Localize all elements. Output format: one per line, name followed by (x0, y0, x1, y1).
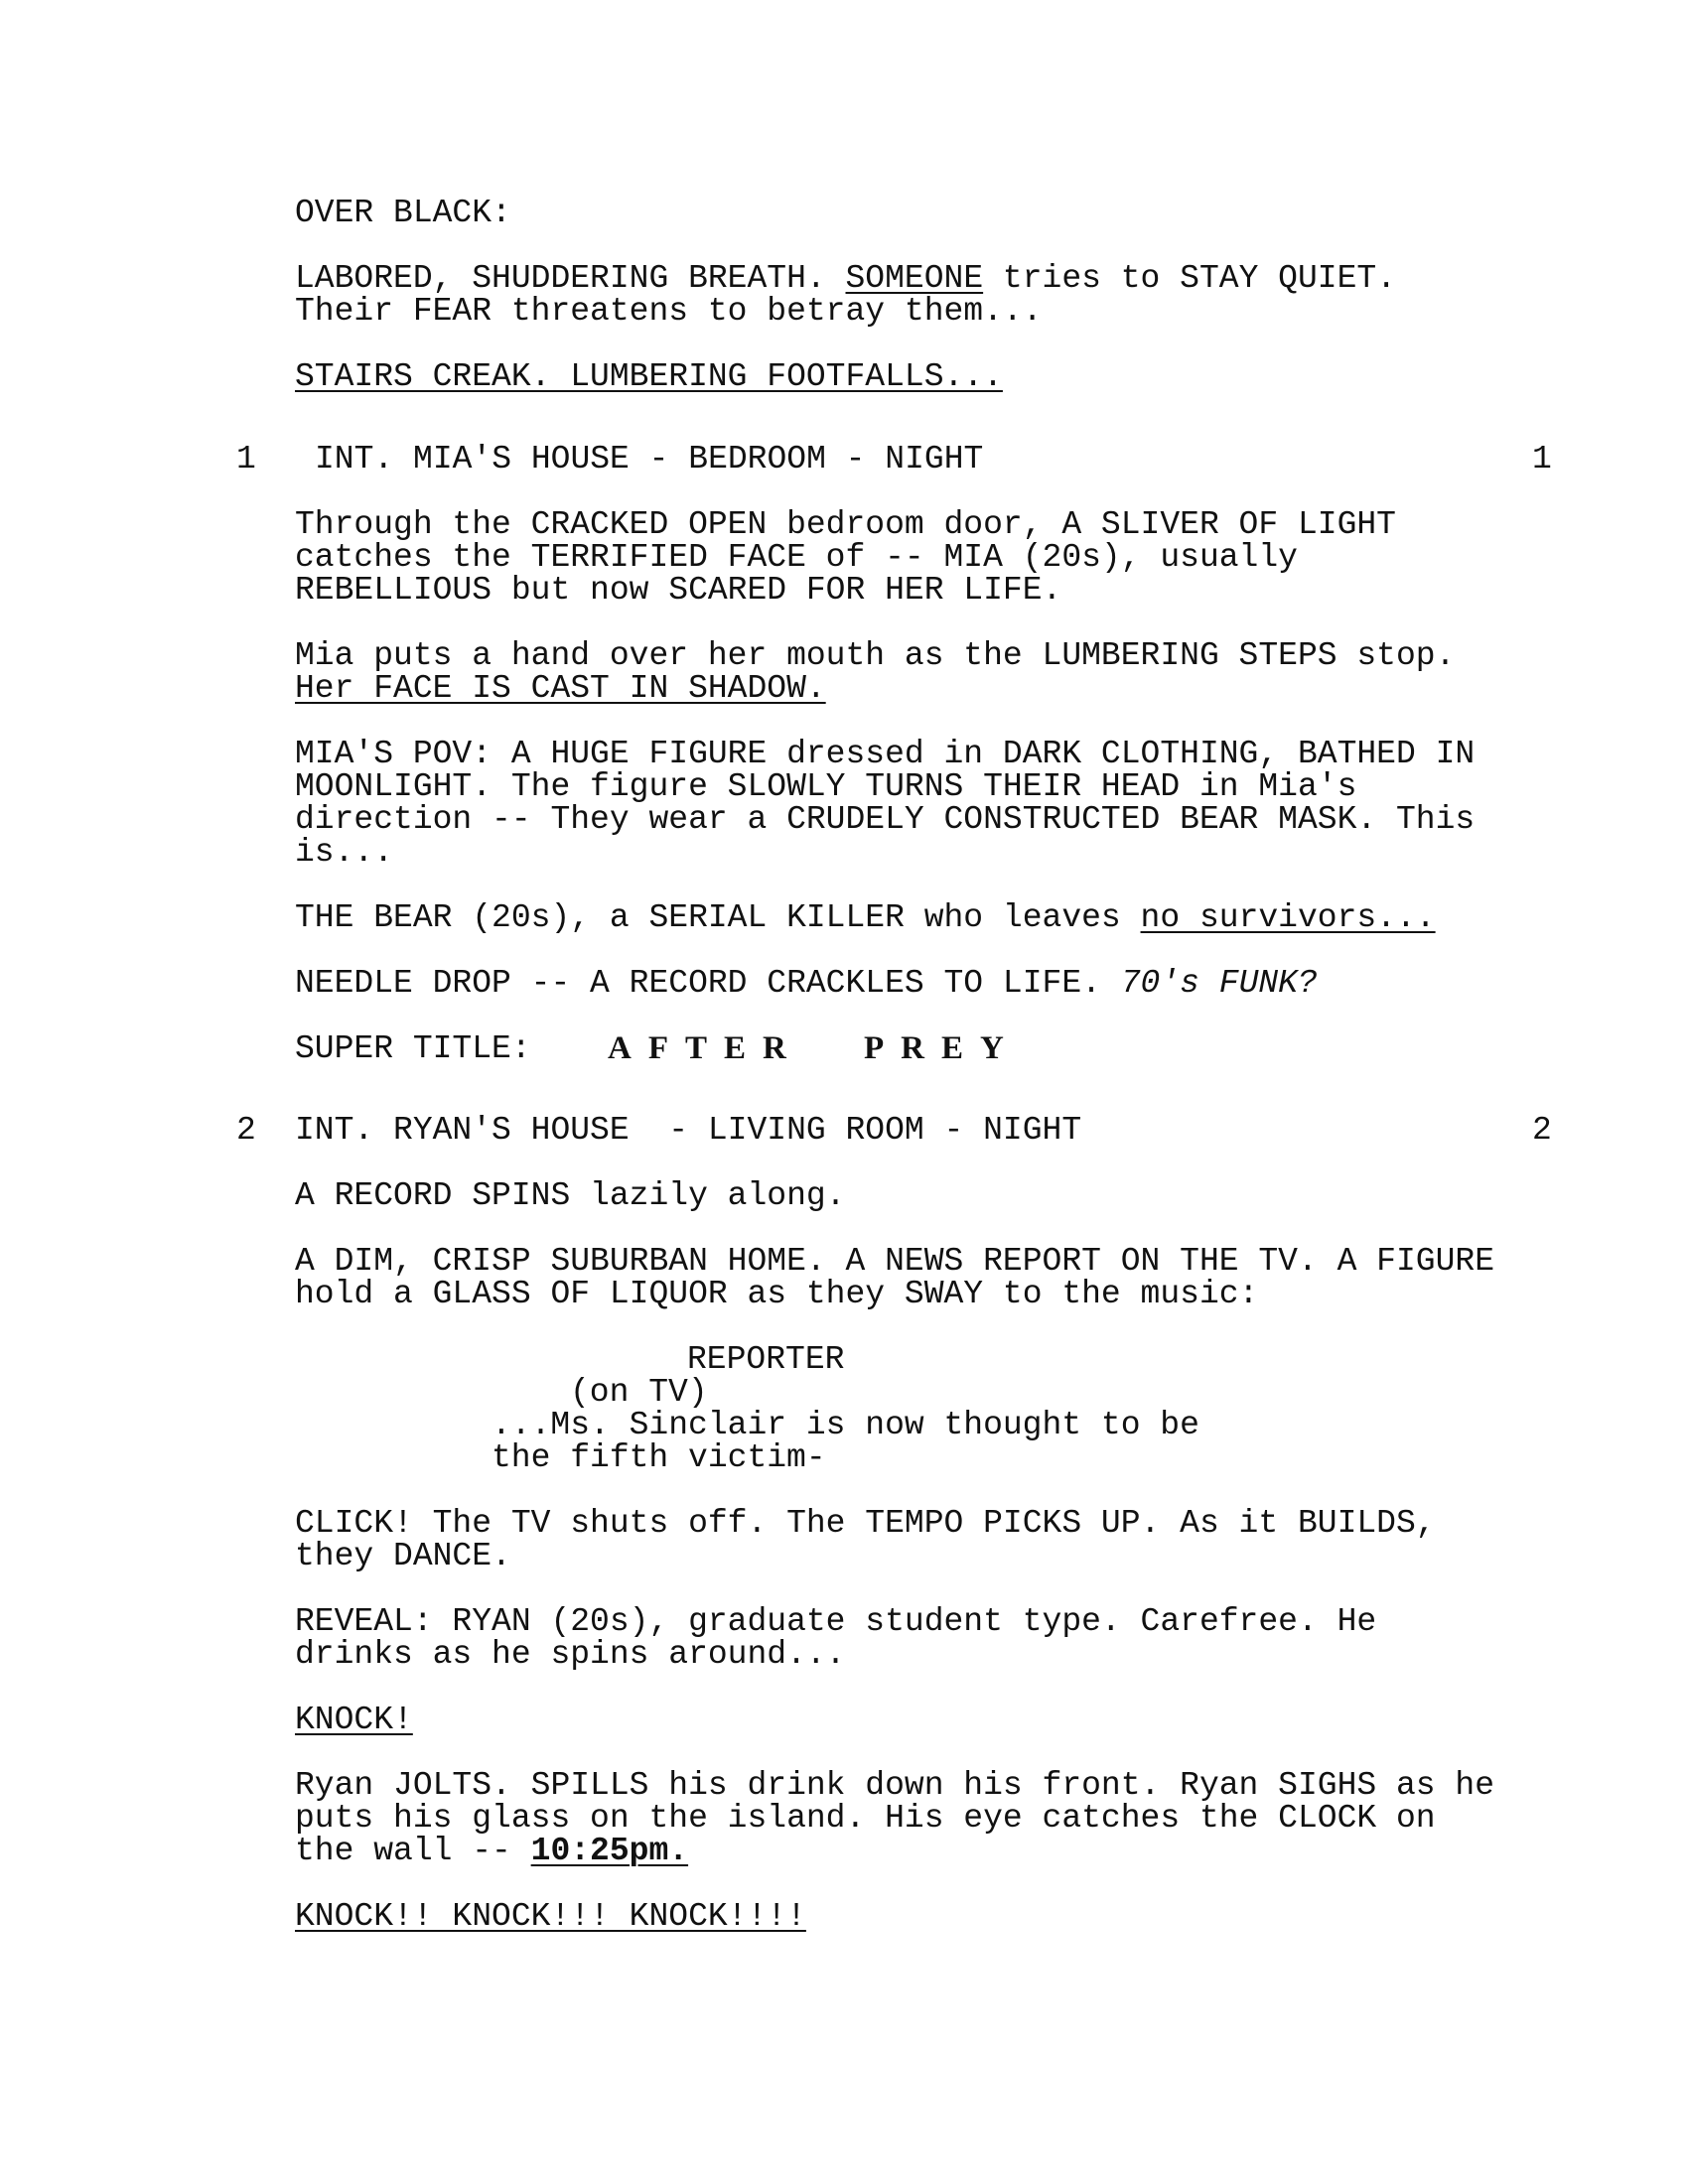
action-line: is... (295, 834, 394, 871)
scene-heading: INT. RYAN'S HOUSE - LIVING ROOM - NIGHT (295, 1112, 1082, 1149)
action-text: THE BEAR (20s), a SERIAL KILLER who leaves (295, 899, 1141, 936)
scene-number-right: 2 (1532, 1112, 1552, 1149)
action-line (295, 901, 1436, 934)
action-line: CLICK! The TV shuts off. The TEMPO PICKS UP. As it BUILDS, (295, 1505, 1436, 1542)
scene-number-right: 1 (1532, 441, 1552, 478)
super-title-label: SUPER TITLE: (295, 1030, 531, 1067)
action-line-underlined: STAIRS CREAK. LUMBERING FOOTFALLS... (295, 358, 1003, 395)
action-line: catches the TERRIFIED FACE of -- MIA (20s), usually (295, 539, 1298, 576)
action-line: REVEAL: RYAN (20s), graduate student type. Carefree. He (295, 1603, 1377, 1640)
scene-heading: INT. MIA'S HOUSE - BEDROOM - NIGHT (315, 441, 984, 478)
clock-time: 10:25pm. (530, 1833, 689, 1869)
super-title-word-1: AFTER (608, 1030, 803, 1066)
action-line: A RECORD SPINS lazily along. (295, 1177, 846, 1214)
dialogue-line: the fifth victim- (492, 1439, 826, 1476)
action-line: Ryan JOLTS. SPILLS his drink down his front. Ryan SIGHS as he (295, 1767, 1494, 1804)
action-line: hold a GLASS OF LIQUOR as they SWAY to the music: (295, 1276, 1259, 1312)
transition-over-black: OVER BLACK: (295, 195, 511, 231)
action-line-underlined: KNOCK! (295, 1702, 413, 1738)
action-line: MOONLIGHT. The figure SLOWLY TURNS THEIR HEAD in Mia's (295, 768, 1357, 805)
action-line: they DANCE. (295, 1538, 511, 1574)
action-line (295, 967, 1318, 1000)
character-name: REPORTER (687, 1341, 845, 1378)
action-line: direction -- They wear a CRUDELY CONSTRUCTED BEAR MASK. This (295, 801, 1476, 838)
scene-number-left: 1 (236, 441, 256, 478)
action-text: NEEDLE DROP -- A RECORD CRACKLES TO LIFE. (295, 965, 1121, 1002)
action-line: Mia puts a hand over her mouth as the LUMBERING STEPS stop. (295, 637, 1456, 674)
action-line: MIA'S POV: A HUGE FIGURE dressed in DARK CLOTHING, BATHED IN (295, 736, 1476, 772)
super-title-word-2: PREY (864, 1030, 1021, 1066)
action-line: Through the CRACKED OPEN bedroom door, A SLIVER OF LIGHT (295, 506, 1396, 543)
action-line: REBELLIOUS but now SCARED FOR HER LIFE. (295, 572, 1062, 609)
action-text: LABORED, SHUDDERING BREATH. (295, 260, 846, 297)
action-text-underlined: SOMEONE (845, 260, 984, 297)
action-text: the wall -- (295, 1833, 531, 1869)
action-text-underlined: no survivors... (1140, 899, 1436, 936)
dialogue-line: ...Ms. Sinclair is now thought to be (492, 1407, 1199, 1443)
action-line-underlined: KNOCK!! KNOCK!!! KNOCK!!!! (295, 1898, 806, 1935)
action-line: A DIM, CRISP SUBURBAN HOME. A NEWS REPORT ON THE TV. A FIGURE (295, 1243, 1494, 1280)
action-line: Their FEAR threatens to betray them... (295, 293, 1043, 330)
action-text-italic: 70's FUNK? (1120, 965, 1318, 1002)
scene-number-left: 2 (236, 1112, 256, 1149)
action-line-underlined: Her FACE IS CAST IN SHADOW. (295, 670, 826, 707)
action-line: drinks as he spins around... (295, 1636, 846, 1673)
action-line (295, 262, 1396, 295)
action-text: tries to STAY QUIET. (983, 260, 1396, 297)
parenthetical: (on TV) (570, 1374, 708, 1411)
action-line (295, 1835, 688, 1867)
action-line: puts his glass on the island. His eye catches the CLOCK on (295, 1800, 1436, 1837)
